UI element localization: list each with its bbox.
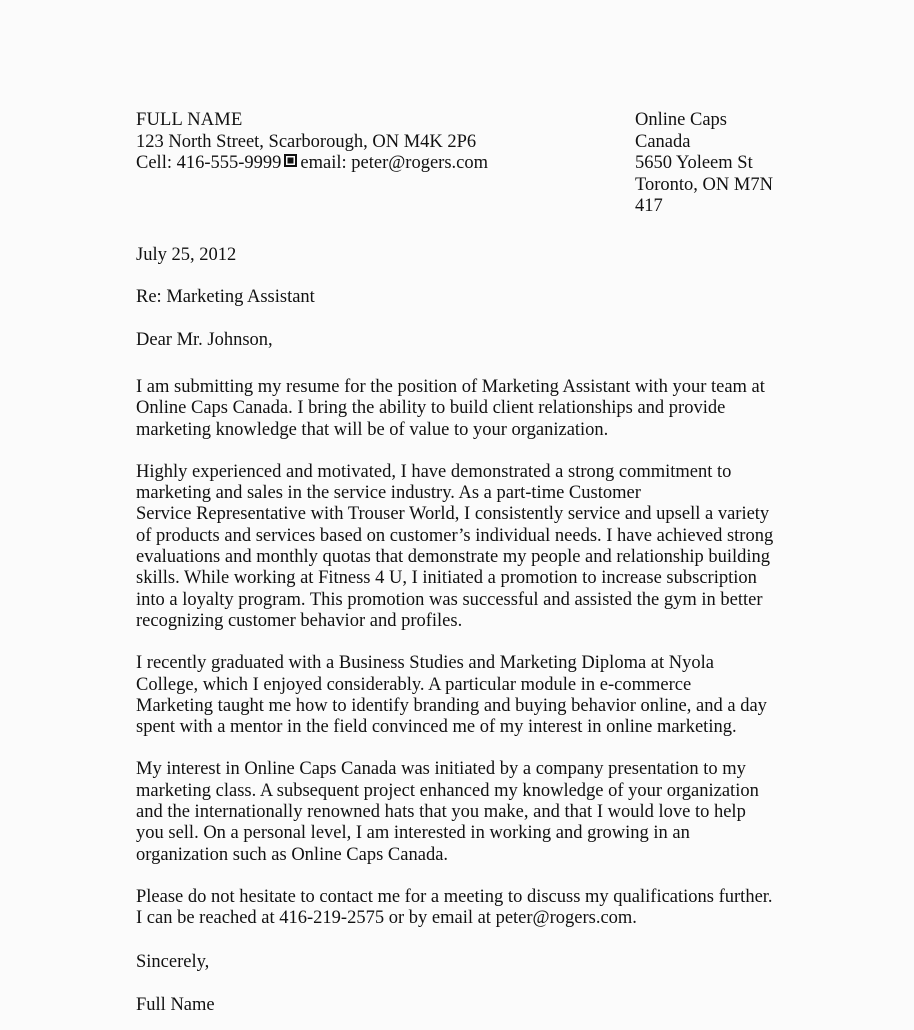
letter-salutation: Dear Mr. Johnson, bbox=[136, 329, 273, 350]
paragraph-line: skills. While working at Fitness 4 U, I initiated a promotion to increase subscription bbox=[136, 568, 757, 589]
recipient-street: 5650 Yoleem St bbox=[635, 153, 753, 173]
subject-block bbox=[136, 287, 780, 309]
closing-block bbox=[136, 952, 780, 974]
filled-square-bullet-icon bbox=[284, 154, 297, 167]
paragraph-line: you sell. On a personal level, I am interested in working and growing in an bbox=[136, 823, 690, 844]
paragraph-line: marketing knowledge that will be of value to your organization. bbox=[136, 419, 609, 440]
paragraph-line: into a loyalty program. This promotion was successful and assisted the gym in better bbox=[136, 589, 763, 610]
paragraph-line: marketing class. A subsequent project enhanced my knowledge of your organization bbox=[136, 780, 759, 801]
body-paragraph-call-to-action bbox=[136, 887, 780, 930]
paragraph-line: recognizing customer behavior and profiles. bbox=[136, 610, 463, 631]
letter-date: July 25, 2012 bbox=[136, 244, 237, 265]
letter-subject: Re: Marketing Assistant bbox=[136, 287, 315, 307]
paragraph-line: marketing and sales in the service industry. As a part-time Customer bbox=[136, 483, 641, 504]
recipient-city-line: Toronto, ON M7N 417 bbox=[635, 174, 778, 216]
paragraph-line: and the internationally renowned hats that you make, and that I would love to help bbox=[136, 802, 746, 823]
paragraph-line: My interest in Online Caps Canada was initiated by a company presentation to my bbox=[136, 759, 746, 780]
paragraph-line: evaluations and monthly quotas that demonstrate my people and relationship building bbox=[136, 547, 771, 568]
recipient-company: Online Caps Canada bbox=[635, 110, 732, 152]
letterhead bbox=[136, 110, 780, 218]
body-paragraph-education bbox=[136, 653, 780, 738]
paragraph-line: College, which I enjoyed considerably. A particular module in e-commerce bbox=[136, 674, 692, 695]
body-paragraph-experience bbox=[136, 462, 780, 632]
letter-closing: Sincerely, bbox=[136, 951, 210, 972]
sender-email: email: peter@rogers.com bbox=[300, 153, 488, 173]
body-paragraph-intro bbox=[136, 377, 780, 441]
sender-contact-line bbox=[136, 153, 635, 175]
paragraph-line: I can be reached at 416-219-2575 or by email at peter@rogers.com. bbox=[136, 908, 637, 929]
signature-name: Full Name bbox=[136, 995, 215, 1016]
signature-block bbox=[136, 995, 780, 1017]
sender-name: FULL NAME bbox=[136, 110, 243, 130]
paragraph-line: I recently graduated with a Business Studies and Marketing Diploma at Nyola bbox=[136, 653, 714, 674]
paragraph-line: Online Caps Canada. I bring the ability to build client relationships and provide bbox=[136, 398, 726, 419]
paragraph-line: organization such as Online Caps Canada. bbox=[136, 844, 449, 865]
paragraph-line: Please do not hesitate to contact me for a meeting to discuss my qualifications further. bbox=[136, 886, 773, 907]
paragraph-line: Service Representative with Trouser World, I consistently service and upsell a variety bbox=[136, 504, 770, 525]
sender-street-address: 123 North Street, Scarborough, ON M4K 2P6 bbox=[136, 131, 477, 152]
body-paragraph-motivation bbox=[136, 759, 780, 865]
date-block bbox=[136, 245, 780, 267]
paragraph-line: Highly experienced and motivated, I have demonstrated a strong commitment to bbox=[136, 461, 732, 482]
sender-address-block bbox=[136, 110, 635, 175]
recipient-address-block bbox=[635, 110, 780, 218]
paragraph-line: of products and services based on customer’s individual needs. I have achieved strong bbox=[136, 525, 774, 546]
sender-phone: Cell: 416-555-9999 bbox=[136, 153, 282, 173]
paragraph-line: Marketing taught me how to identify branding and buying behavior online, and a day bbox=[136, 695, 767, 716]
paragraph-line: I am submitting my resume for the position of Marketing Assistant with your team at bbox=[136, 377, 765, 397]
salutation-block bbox=[136, 330, 780, 352]
paragraph-line: spent with a mentor in the field convinced me of my interest in online marketing. bbox=[136, 717, 737, 738]
